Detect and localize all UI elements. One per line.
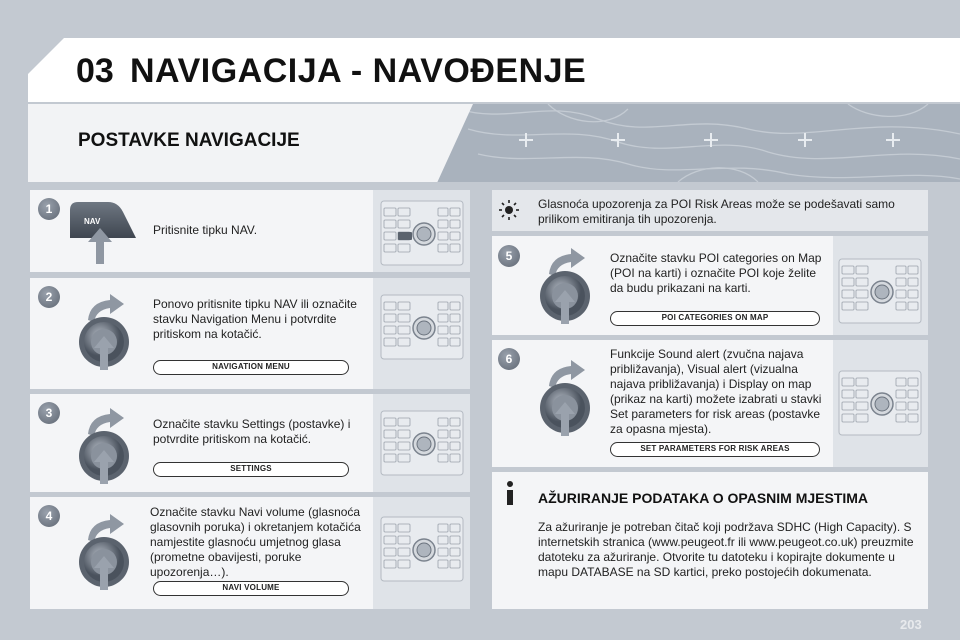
page-title: NAVIGACIJA - NAVOĐENJE <box>130 52 587 90</box>
step-1-text: Pritisnite tipku NAV. <box>153 223 258 237</box>
rotary-knob-icon <box>533 358 603 438</box>
step-number: 1 <box>38 198 60 220</box>
step-6-text: Funkcije Sound alert (zvučna najava približavanja), Visual alert (vizualna najava približavanja) i Display on map (prikaz na karti) možete izabrati u stavki Set parameters for risk areas (postavke za opasna mjesta). <box>610 347 822 436</box>
step-3-text: Označite stavku Settings (postavke) i potvrdite pritiskom na kotačić. <box>153 417 351 446</box>
rotary-knob-icon <box>72 512 142 592</box>
sun-tip-icon <box>498 199 520 221</box>
info-title: AŽURIRANJE PODATAKA O OPASNIM MJESTIMA <box>538 490 869 506</box>
radio-console-image <box>838 370 922 436</box>
radio-console-image <box>380 200 464 266</box>
radio-console-image <box>380 516 464 582</box>
radio-console-image <box>380 410 464 476</box>
rotary-knob-icon <box>72 292 142 372</box>
page-number: 203 <box>900 617 922 632</box>
menu-label-settings: SETTINGS <box>153 462 349 477</box>
chapter-number: 03 <box>76 52 114 90</box>
menu-label-navigation: NAVIGATION MENU <box>153 360 349 375</box>
radio-console-image <box>380 294 464 360</box>
step-2-text: Ponovo pritisnite tipku NAV ili označite stavku Navigation Menu i potvrdite pritiskom na kotačić. <box>153 297 357 341</box>
step-number: 6 <box>498 348 520 370</box>
info-text: Za ažuriranje je potreban čitač koji podržava SDHC (High Capacity). S internetskih stranica (www.peugeot.fr ili www.peugeot.co.uk) preuzmite datoteku za ažuriranje. Otvorite tu datoteku i kopirajte dokumente u mapu DATABASE na SD kartici, preko postojećih dokumenata. <box>538 520 914 579</box>
nav-button-label: NAV <box>84 217 101 226</box>
menu-label-poi-categories: POI CATEGORIES ON MAP <box>610 311 820 326</box>
rotary-knob-icon <box>72 406 142 486</box>
step-number: 2 <box>38 286 60 308</box>
info-icon <box>500 480 520 506</box>
tip-text: Glasnoća upozorenja za POI Risk Areas može se podešavati samo prilikom emitiranja tih upozorenja. <box>538 197 895 226</box>
section-title: POSTAVKE NAVIGACIJE <box>78 130 300 151</box>
step-number: 4 <box>38 505 60 527</box>
nav-button-icon <box>68 198 138 266</box>
step-number: 5 <box>498 245 520 267</box>
step-4-text: Označite stavku Navi volume (glasnoća glasovnih poruka) i okretanjem kotačića namjestite glasnoću umjetnog glasa (prometne obavijesti, poruke upozorenja…). <box>150 505 361 579</box>
step-5-text: Označite stavku POI categories on Map (POI na karti) i označite POI koje želite da budu prikazani na karti. <box>610 251 822 295</box>
menu-label-navi-volume: NAVI VOLUME <box>153 581 349 596</box>
menu-label-risk-areas: SET PARAMETERS FOR RISK AREAS <box>610 442 820 457</box>
radio-console-image <box>838 258 922 324</box>
rotary-knob-icon <box>533 246 603 326</box>
step-number: 3 <box>38 402 60 424</box>
